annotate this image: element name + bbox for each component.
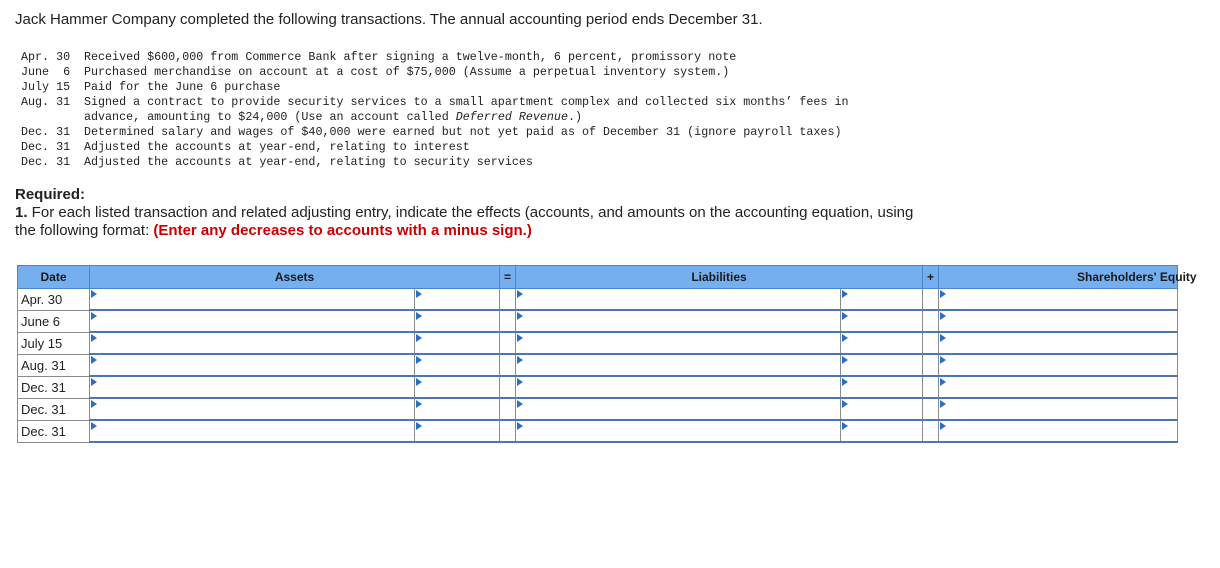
dropdown-flag-icon bbox=[416, 334, 422, 342]
transaction-text-main: Received $600,000 from Commerce Bank after signing a twelve-month, 6 percent, promissory note bbox=[84, 50, 737, 64]
header-date: Date bbox=[18, 266, 90, 289]
dropdown-flag-icon bbox=[416, 378, 422, 386]
row-date: Dec. 31 bbox=[18, 398, 90, 420]
liabilities-account-input[interactable] bbox=[516, 332, 841, 354]
transaction-text bbox=[84, 95, 849, 110]
transaction-row bbox=[21, 140, 849, 155]
plus-cell bbox=[923, 310, 939, 332]
transaction-date: Dec. 31 bbox=[21, 140, 71, 154]
row-date: July 15 bbox=[18, 332, 90, 354]
dropdown-flag-icon bbox=[91, 400, 97, 408]
liabilities-account-input[interactable] bbox=[516, 420, 841, 442]
required-instructions: For each listed transaction and related adjusting entry, indicate the effects (accounts, and amounts on the accounting equation, using the following format: bbox=[15, 204, 914, 239]
equals-cell bbox=[500, 332, 516, 354]
transaction-date: Dec. 31 bbox=[21, 125, 71, 139]
transaction-row bbox=[21, 50, 849, 65]
liabilities-account-input[interactable] bbox=[516, 354, 841, 376]
dropdown-flag-icon bbox=[842, 334, 848, 342]
dropdown-flag-icon bbox=[91, 290, 97, 298]
assets-account-input[interactable] bbox=[90, 398, 415, 420]
assets-account-input[interactable] bbox=[90, 289, 415, 311]
transaction-date: Aug. 31 bbox=[21, 95, 71, 109]
transaction-row bbox=[21, 155, 849, 170]
required-text bbox=[15, 204, 935, 240]
plus-cell bbox=[923, 354, 939, 376]
dropdown-flag-icon bbox=[842, 400, 848, 408]
dropdown-flag-icon bbox=[91, 312, 97, 320]
transaction-date: Dec. 31 bbox=[21, 155, 71, 169]
equals-cell bbox=[500, 310, 516, 332]
transaction-text bbox=[84, 80, 280, 95]
assets-account-input[interactable] bbox=[90, 420, 415, 442]
assets-amount-input[interactable] bbox=[415, 332, 500, 354]
assets-amount-input[interactable] bbox=[415, 289, 500, 311]
table-row bbox=[18, 398, 1178, 420]
transaction-text bbox=[84, 125, 841, 140]
dropdown-flag-icon bbox=[940, 312, 946, 320]
transaction-date bbox=[21, 110, 84, 125]
intro-text: Jack Hammer Company completed the following transactions. The annual accounting period ends December 31. bbox=[15, 11, 763, 28]
table-row bbox=[18, 310, 1178, 332]
transaction-text bbox=[84, 110, 582, 125]
dropdown-flag-icon bbox=[940, 334, 946, 342]
required-number: 1. bbox=[15, 204, 28, 221]
liabilities-account-input[interactable] bbox=[516, 398, 841, 420]
dropdown-flag-icon bbox=[940, 356, 946, 364]
liabilities-amount-input[interactable] bbox=[841, 354, 923, 376]
liabilities-amount-input[interactable] bbox=[841, 310, 923, 332]
table-row bbox=[18, 376, 1178, 398]
transaction-row bbox=[21, 125, 849, 140]
transaction-text-main: Determined salary and wages of $40,000 were earned but not yet paid as of December 31 (ignore payroll taxes) bbox=[84, 125, 842, 139]
shareholders-equity-input[interactable] bbox=[939, 376, 1178, 398]
shareholders-equity-input[interactable] bbox=[939, 310, 1178, 332]
table-row bbox=[18, 332, 1178, 354]
dropdown-flag-icon bbox=[517, 400, 523, 408]
assets-amount-input[interactable] bbox=[415, 398, 500, 420]
transaction-text-main: Signed a contract to provide security services to a small apartment complex and collected six months’ fees in bbox=[84, 95, 849, 109]
liabilities-account-input[interactable] bbox=[516, 376, 841, 398]
header-shareholders-equity: Shareholders' Equity bbox=[939, 266, 1178, 289]
dropdown-flag-icon bbox=[842, 422, 848, 430]
dropdown-flag-icon bbox=[842, 290, 848, 298]
transaction-date: July 15 bbox=[21, 80, 71, 94]
dropdown-flag-icon bbox=[842, 356, 848, 364]
assets-account-input[interactable] bbox=[90, 354, 415, 376]
dropdown-flag-icon bbox=[842, 312, 848, 320]
transaction-date: June 6 bbox=[21, 65, 71, 79]
dropdown-flag-icon bbox=[517, 312, 523, 320]
table-row bbox=[18, 354, 1178, 376]
dropdown-flag-icon bbox=[940, 400, 946, 408]
dropdown-flag-icon bbox=[416, 356, 422, 364]
equation-table bbox=[17, 265, 1197, 443]
table-row bbox=[18, 289, 1178, 311]
dropdown-flag-icon bbox=[517, 290, 523, 298]
required-title: Required: bbox=[15, 186, 86, 203]
dropdown-flag-icon bbox=[940, 290, 946, 298]
dropdown-flag-icon bbox=[842, 378, 848, 386]
table-row bbox=[18, 420, 1178, 442]
dropdown-flag-icon bbox=[517, 378, 523, 386]
liabilities-amount-input[interactable] bbox=[841, 289, 923, 311]
dropdown-flag-icon bbox=[91, 378, 97, 386]
transaction-row bbox=[21, 110, 849, 125]
required-warning: (Enter any decreases to accounts with a minus sign.) bbox=[153, 222, 532, 239]
liabilities-account-input[interactable] bbox=[516, 310, 841, 332]
liabilities-amount-input[interactable] bbox=[841, 420, 923, 442]
dropdown-flag-icon bbox=[91, 356, 97, 364]
assets-amount-input[interactable] bbox=[415, 354, 500, 376]
dropdown-flag-icon bbox=[91, 422, 97, 430]
dropdown-flag-icon bbox=[416, 400, 422, 408]
equals-cell bbox=[500, 420, 516, 442]
header-plus: + bbox=[923, 266, 939, 289]
transaction-text-main: Adjusted the accounts at year-end, relating to security services bbox=[84, 155, 533, 169]
header-assets: Assets bbox=[90, 266, 500, 289]
transaction-text-after: .) bbox=[567, 110, 582, 124]
transaction-row bbox=[21, 65, 849, 80]
shareholders-equity-input[interactable] bbox=[939, 332, 1178, 354]
equals-cell bbox=[500, 354, 516, 376]
shareholders-equity-input[interactable] bbox=[939, 420, 1178, 442]
assets-account-input[interactable] bbox=[90, 310, 415, 332]
transaction-row bbox=[21, 80, 849, 95]
dropdown-flag-icon bbox=[517, 334, 523, 342]
plus-cell bbox=[923, 332, 939, 354]
transaction-text bbox=[84, 155, 533, 170]
row-date: Apr. 30 bbox=[18, 289, 90, 311]
plus-cell bbox=[923, 289, 939, 311]
equation-table-viewport[interactable] bbox=[17, 265, 1197, 451]
dropdown-flag-icon bbox=[416, 312, 422, 320]
dropdown-flag-icon bbox=[940, 378, 946, 386]
equals-cell bbox=[500, 398, 516, 420]
transaction-list bbox=[21, 50, 849, 170]
transaction-date: Apr. 30 bbox=[21, 50, 71, 64]
plus-cell bbox=[923, 398, 939, 420]
equals-cell bbox=[500, 289, 516, 311]
dropdown-flag-icon bbox=[517, 356, 523, 364]
header-equals: = bbox=[500, 266, 516, 289]
transaction-text bbox=[84, 65, 729, 80]
liabilities-account-input[interactable] bbox=[516, 289, 841, 311]
dropdown-flag-icon bbox=[940, 422, 946, 430]
dropdown-flag-icon bbox=[517, 422, 523, 430]
transaction-text-main: Adjusted the accounts at year-end, relating to interest bbox=[84, 140, 470, 154]
shareholders-equity-input[interactable] bbox=[939, 354, 1178, 376]
assets-amount-input[interactable] bbox=[415, 376, 500, 398]
row-date: June 6 bbox=[18, 310, 90, 332]
assets-account-input[interactable] bbox=[90, 376, 415, 398]
header-liabilities: Liabilities bbox=[516, 266, 923, 289]
dropdown-flag-icon bbox=[416, 290, 422, 298]
dropdown-flag-icon bbox=[91, 334, 97, 342]
plus-cell bbox=[923, 420, 939, 442]
transaction-text-main: Purchased merchandise on account at a cost of $75,000 (Assume a perpetual inventory system.) bbox=[84, 65, 730, 79]
transaction-row bbox=[21, 95, 849, 110]
liabilities-amount-input[interactable] bbox=[841, 398, 923, 420]
table-header-row bbox=[18, 266, 1178, 289]
plus-cell bbox=[923, 376, 939, 398]
row-date: Aug. 31 bbox=[18, 354, 90, 376]
liabilities-amount-input[interactable] bbox=[841, 376, 923, 398]
assets-account-input[interactable] bbox=[90, 332, 415, 354]
liabilities-amount-input[interactable] bbox=[841, 332, 923, 354]
transaction-text-main: advance, amounting to $24,000 (Use an account called bbox=[84, 110, 456, 124]
shareholders-equity-input[interactable] bbox=[939, 289, 1178, 311]
dropdown-flag-icon bbox=[416, 422, 422, 430]
transaction-text-italic: Deferred Revenue bbox=[455, 110, 568, 124]
transaction-text bbox=[84, 50, 736, 65]
row-date: Dec. 31 bbox=[18, 420, 90, 442]
transaction-text bbox=[84, 140, 470, 155]
shareholders-equity-input[interactable] bbox=[939, 398, 1178, 420]
row-date: Dec. 31 bbox=[18, 376, 90, 398]
transaction-text-main: Paid for the June 6 purchase bbox=[84, 80, 281, 94]
assets-amount-input[interactable] bbox=[415, 310, 500, 332]
assets-amount-input[interactable] bbox=[415, 420, 500, 442]
equals-cell bbox=[500, 376, 516, 398]
